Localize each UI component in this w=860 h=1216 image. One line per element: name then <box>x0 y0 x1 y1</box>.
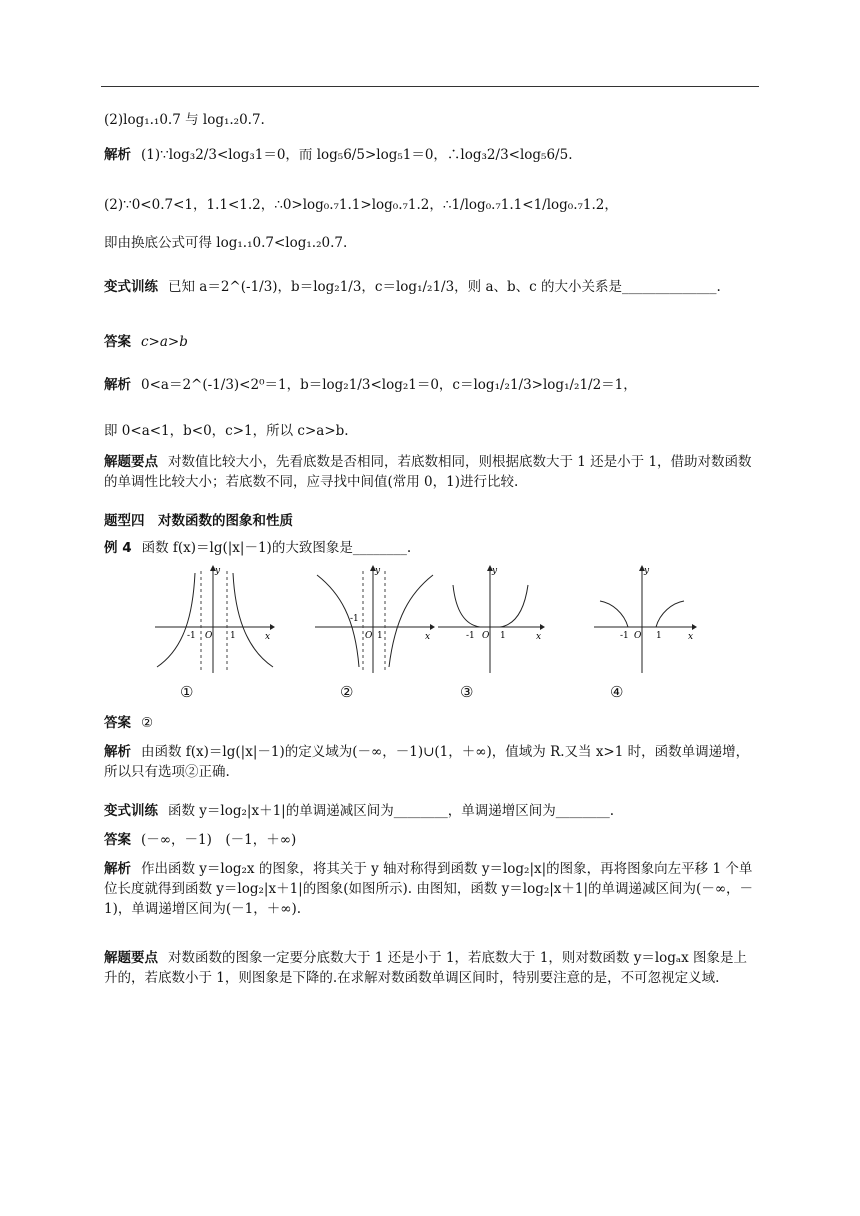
key-points-1 <box>104 452 756 492</box>
origin-label: O <box>482 631 490 641</box>
analysis-tag-5: 解析 <box>104 744 131 760</box>
tick-one: 1 <box>656 631 662 641</box>
header-rule <box>101 86 759 87</box>
axis-x-label: x <box>536 632 542 642</box>
analysis-2 <box>104 195 756 215</box>
tick-minus-one: -1 <box>187 631 196 641</box>
variant-tag-2: 变式训练 <box>104 803 158 819</box>
answer-2 <box>104 713 756 733</box>
graph-3 <box>438 563 558 701</box>
analysis-4 <box>104 421 756 441</box>
analysis-text-6: 作出函数 y＝log₂x 的图象，将其关于 y 轴对称得到函数 y＝log₂|x|的图象，再将图象向左平移 1 个单位长度就得到函数 y＝log₂|x＋1|的图象(如图所示). 由图知，函数 y＝log₂|x＋1|的单调递减区间为(－∞，－1)，单调递增区间为(－1，＋∞). <box>104 861 754 917</box>
graph-options <box>150 563 710 708</box>
analysis-text: (1)∵log₃2/3<log₃1＝0，而 log₅6/5>log₅1＝0，∴log₃2/3<log₅6/5. <box>141 147 573 163</box>
analysis-1 <box>104 145 756 165</box>
origin-label: O <box>205 631 213 641</box>
question-text: (2)log₁.₁0.7 与 log₁.₂0.7. <box>104 112 265 128</box>
tick-one: 1 <box>377 631 383 641</box>
origin-label: O <box>365 631 373 641</box>
axis-y-label: y <box>644 566 650 576</box>
question-part-2 <box>104 110 756 130</box>
graph-4 <box>590 563 710 701</box>
analysis-text-2: (2)∵0<0.7<1，1.1<1.2，∴0>log₀.₇1.1>log₀.₇1.2，∴1/log₀.₇1.1<1/log₀.₇1.2， <box>104 197 618 213</box>
answer-tag-2: 答案 <box>104 715 131 731</box>
tick-one: 1 <box>230 631 236 641</box>
caption-1: ① <box>180 683 194 701</box>
tick-minus-one: -1 <box>350 614 359 624</box>
axis-x-label: x <box>425 632 431 642</box>
answer-tag: 答案 <box>104 334 131 350</box>
key-points-text-2: 对数函数的图象一定要分底数大于 1 还是小于 1，若底数大于 1，则对数函数 y＝logₐx 图象是上升的，若底数小于 1，则图象是下降的.在求解对数函数单调区间时，特别要注意的是，不可忽视定义域. <box>104 950 748 986</box>
answer-text-3: (－∞，－1) (－1，＋∞) <box>141 832 297 848</box>
key-points-text: 对数值比较大小，先看底数是否相同，若底数相同，则根据底数大于 1 还是小于 1，借助对数函数的单调性比较大小；若底数不同，应寻找中间值(常用 0，1)进行比较. <box>104 454 752 490</box>
analysis-6 <box>104 859 756 919</box>
key-points-tag-2: 解题要点 <box>104 950 158 966</box>
graph-1 <box>155 563 275 701</box>
conclusion <box>104 233 756 253</box>
variant-tag: 变式训练 <box>104 279 158 295</box>
axis-x-label: x <box>265 632 271 642</box>
conclusion-text: 即由换底公式可得 log₁.₁0.7<log₁.₂0.7. <box>104 235 348 251</box>
variant-text: 已知 a＝2^(-1/3)，b＝log₂1/3，c＝log₁/₂1/3，则 a、b、c 的大小关系是______________. <box>168 279 721 295</box>
tick-one: 1 <box>500 631 506 641</box>
caption-2: ② <box>340 683 354 701</box>
variant-text-2: 函数 y＝log₂|x＋1|的单调递减区间为________，单调递增区间为________. <box>168 803 615 819</box>
origin-label: O <box>634 631 642 641</box>
analysis-tag-6: 解析 <box>104 861 131 877</box>
analysis-text-3: 0<a＝2^(-1/3)<2⁰＝1，b＝log₂1/3<log₂1＝0，c＝log₁/₂1/3>log₁/₂1/2＝1， <box>141 377 637 393</box>
answer-1 <box>104 332 756 352</box>
example-tag: 例 4 <box>104 540 132 556</box>
axis-y-label: y <box>375 566 381 576</box>
section-heading: 题型四 对数函数的图象和性质 <box>104 513 293 529</box>
example-4 <box>104 538 756 558</box>
axis-y-label: y <box>215 566 221 576</box>
example-text: 函数 f(x)＝lg(|x|－1)的大致图象是________. <box>141 540 412 556</box>
analysis-text-5: 由函数 f(x)＝lg(|x|－1)的定义域为(－∞，－1)∪(1，＋∞)，值域为 R.又当 x>1 时，函数单调递增，所以只有选项②正确. <box>104 744 750 780</box>
analysis-text-4: 即 0<a<1，b<0，c>1，所以 c>a>b. <box>104 423 349 439</box>
answer-3 <box>104 830 756 850</box>
variant-training-1 <box>104 277 756 297</box>
analysis-3 <box>104 375 756 395</box>
caption-3: ③ <box>460 683 474 701</box>
tick-minus-one: -1 <box>466 631 475 641</box>
analysis-5 <box>104 742 756 782</box>
graph-2 <box>315 563 435 701</box>
analysis-tag-3: 解析 <box>104 377 131 393</box>
answer-text: c>a>b <box>141 334 188 350</box>
axis-y-label: y <box>492 566 498 576</box>
answer-tag-3: 答案 <box>104 832 131 848</box>
variant-training-2 <box>104 801 756 821</box>
axis-x-label: x <box>688 632 694 642</box>
key-points-tag: 解题要点 <box>104 454 158 470</box>
caption-4: ④ <box>610 683 624 701</box>
key-points-2 <box>104 948 756 988</box>
tick-minus-one: -1 <box>620 631 629 641</box>
answer-text-2: ② <box>141 715 154 731</box>
analysis-tag: 解析 <box>104 147 131 163</box>
